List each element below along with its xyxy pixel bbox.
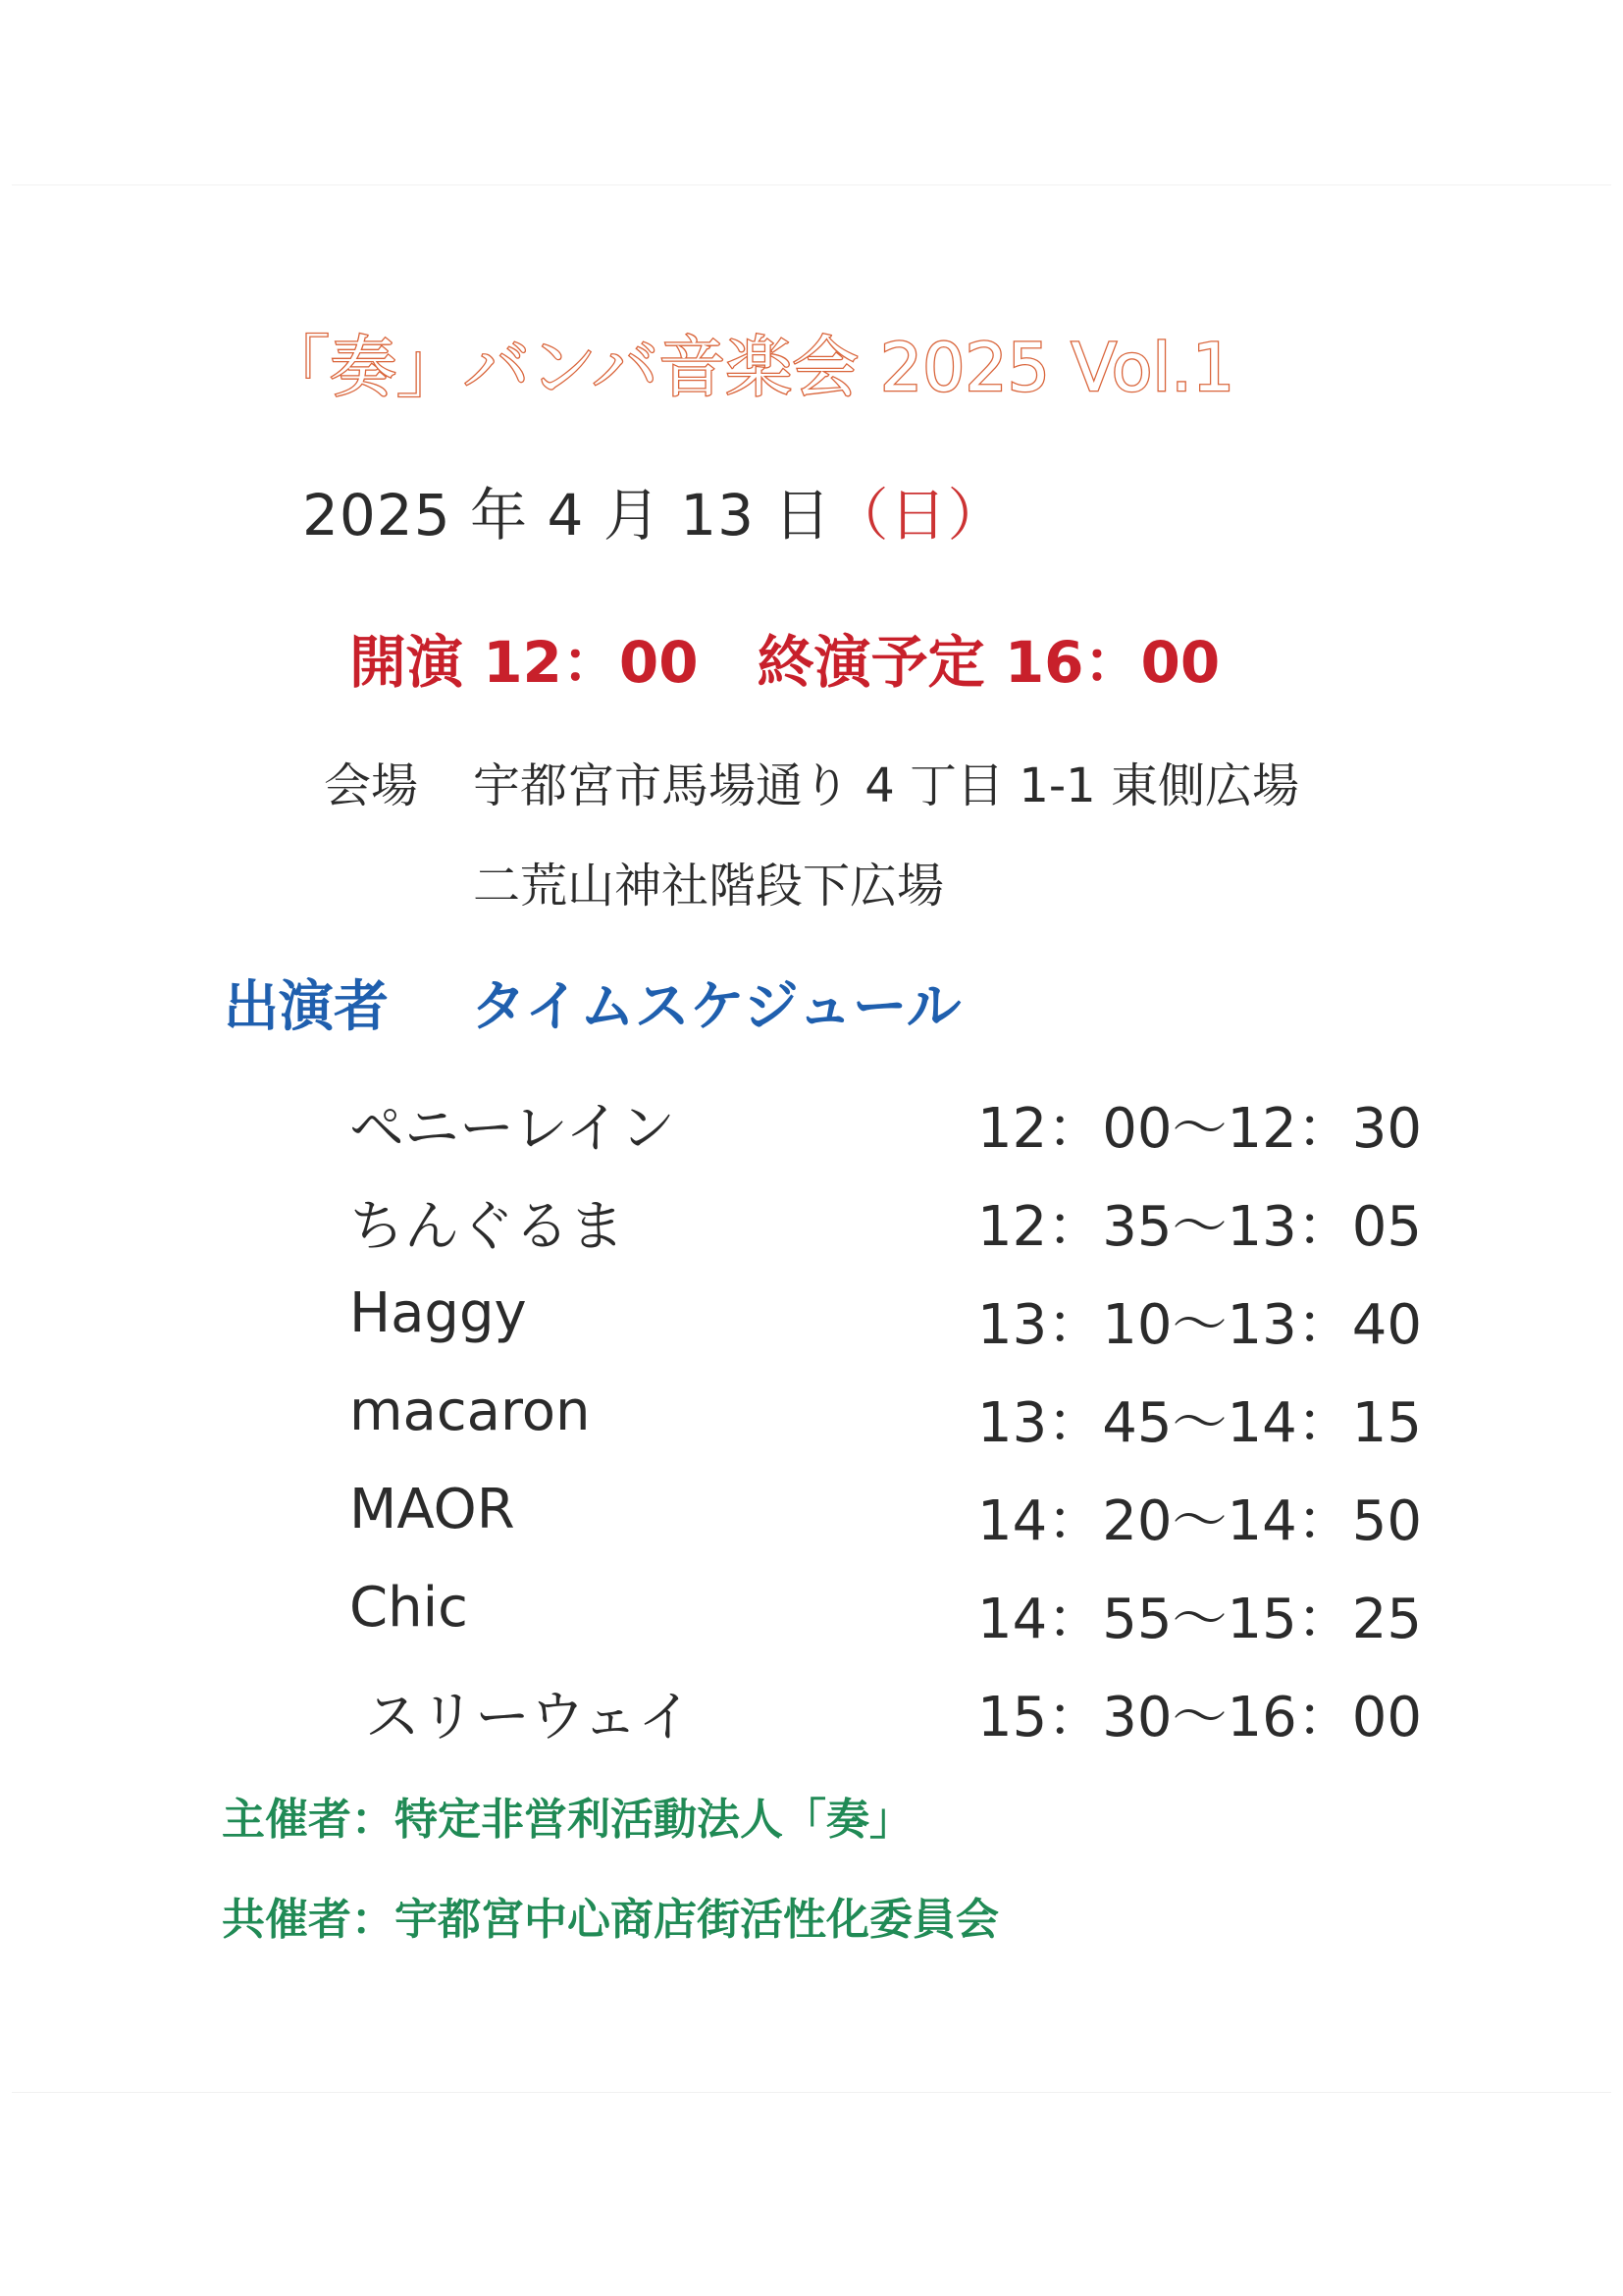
schedule-row	[0, 1281, 1623, 1360]
performer-name: MAOR	[349, 1478, 515, 1541]
timetable-heading: タイムスケジュール	[471, 975, 962, 1039]
venue-address: 宇都宮市馬場通り 4 丁目 1-1 東側広場	[473, 758, 1299, 813]
performer-name: Haggy	[349, 1281, 527, 1345]
schedule-row	[0, 1380, 1623, 1458]
performance-time: 13：45〜14：15	[977, 1391, 1423, 1455]
co-organizer: 共催者：宇都宮中心商店街活性化委員会	[222, 1895, 999, 1945]
event-weekday: （日）	[831, 482, 1006, 548]
performers-heading: 出演者	[224, 975, 389, 1039]
event-title-text: 「奏」バンバ音楽会 2025 Vol.1	[263, 330, 1235, 407]
start-time: 開演 12：00	[349, 629, 699, 696]
organizer: 主催者：特定非営利活動法人「奏」	[222, 1795, 913, 1845]
performance-time: 14：20〜14：50	[977, 1489, 1423, 1553]
performance-time: 15：30〜16：00	[977, 1686, 1423, 1749]
performer-name: ペニーレイン	[349, 1097, 676, 1161]
performer-name: macaron	[349, 1380, 591, 1443]
performance-time: 14：55〜15：25	[977, 1588, 1423, 1651]
venue-place: 二荒山神社階段下広場	[473, 859, 945, 913]
schedule-row	[0, 1183, 1623, 1262]
venue-label: 会場	[324, 758, 419, 813]
performance-time: 13：10〜13：40	[977, 1293, 1423, 1357]
performer-name: スリーウェイ	[365, 1686, 693, 1749]
end-time: 終演予定 16：00	[757, 629, 1221, 696]
schedule-row	[0, 1576, 1623, 1654]
performer-name: ちんぐるま	[349, 1195, 624, 1259]
schedule-row	[0, 1674, 1623, 1752]
performance-time: 12：35〜13：05	[977, 1195, 1423, 1259]
schedule-row	[0, 1478, 1623, 1556]
performer-name: Chic	[349, 1576, 468, 1640]
schedule-row	[0, 1085, 1623, 1164]
performance-time: 12：00〜12：30	[977, 1097, 1423, 1161]
event-date-text: 2025 年 4 月 13 日	[302, 482, 832, 548]
